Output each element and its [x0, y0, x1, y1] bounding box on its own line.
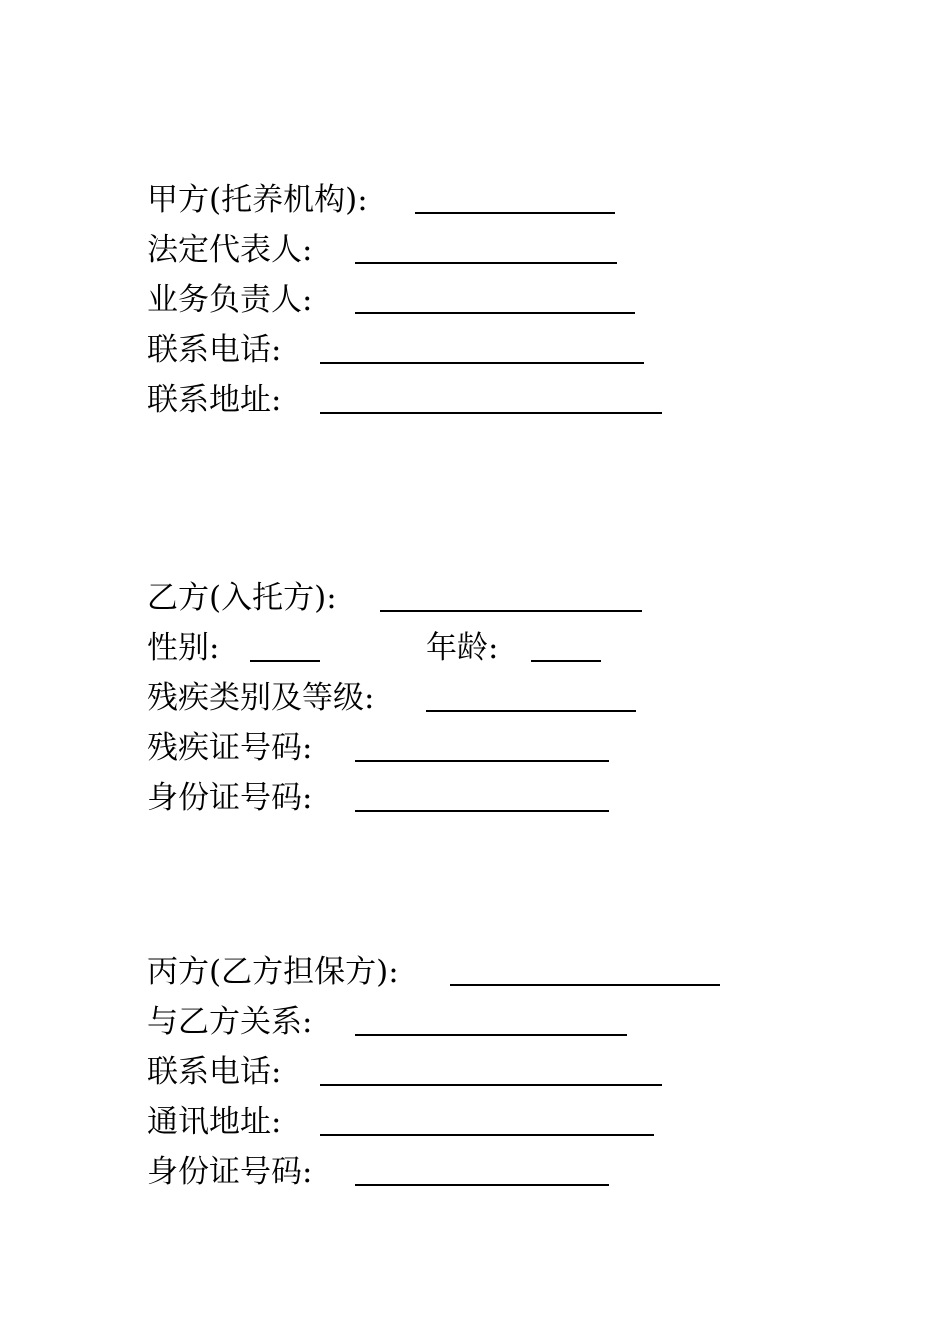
party-c-id-label: 身份证号码:: [147, 1154, 313, 1190]
business-lead-label: 业务负责人:: [147, 282, 313, 318]
legal-rep-blank[interactable]: [355, 262, 617, 264]
party-c-phone-label: 联系电话:: [147, 1054, 282, 1090]
disability-type-label: 残疾类别及等级:: [147, 680, 375, 716]
party-b-name-blank[interactable]: [380, 610, 642, 612]
party-a-phone-label: 联系电话:: [147, 332, 282, 368]
party-c-address-label: 通讯地址:: [147, 1104, 282, 1140]
disability-cert-blank[interactable]: [355, 760, 609, 762]
party-b-id-blank[interactable]: [355, 810, 609, 812]
party-c-address-blank[interactable]: [320, 1134, 654, 1136]
legal-rep-label: 法定代表人:: [147, 232, 313, 268]
party-a-title: 甲方(托养机构):: [147, 182, 368, 218]
party-a-address-blank[interactable]: [320, 412, 662, 414]
relation-blank[interactable]: [355, 1034, 627, 1036]
relation-label: 与乙方关系:: [147, 1004, 313, 1040]
business-lead-blank[interactable]: [355, 312, 635, 314]
age-label: 年龄:: [426, 630, 499, 666]
age-blank[interactable]: [531, 660, 601, 662]
party-c-id-blank[interactable]: [355, 1184, 609, 1186]
party-a-name-blank[interactable]: [415, 212, 615, 214]
party-b-id-label: 身份证号码:: [147, 780, 313, 816]
party-c-phone-blank[interactable]: [320, 1084, 662, 1086]
party-a-phone-blank[interactable]: [320, 362, 644, 364]
party-c-title: 丙方(乙方担保方):: [147, 954, 399, 990]
party-a-address-label: 联系地址:: [147, 382, 282, 418]
disability-type-blank[interactable]: [426, 710, 636, 712]
gender-label: 性别:: [147, 630, 220, 666]
party-c-name-blank[interactable]: [450, 984, 720, 986]
gender-blank[interactable]: [250, 660, 320, 662]
disability-cert-label: 残疾证号码:: [147, 730, 313, 766]
party-b-title: 乙方(入托方):: [147, 580, 337, 616]
